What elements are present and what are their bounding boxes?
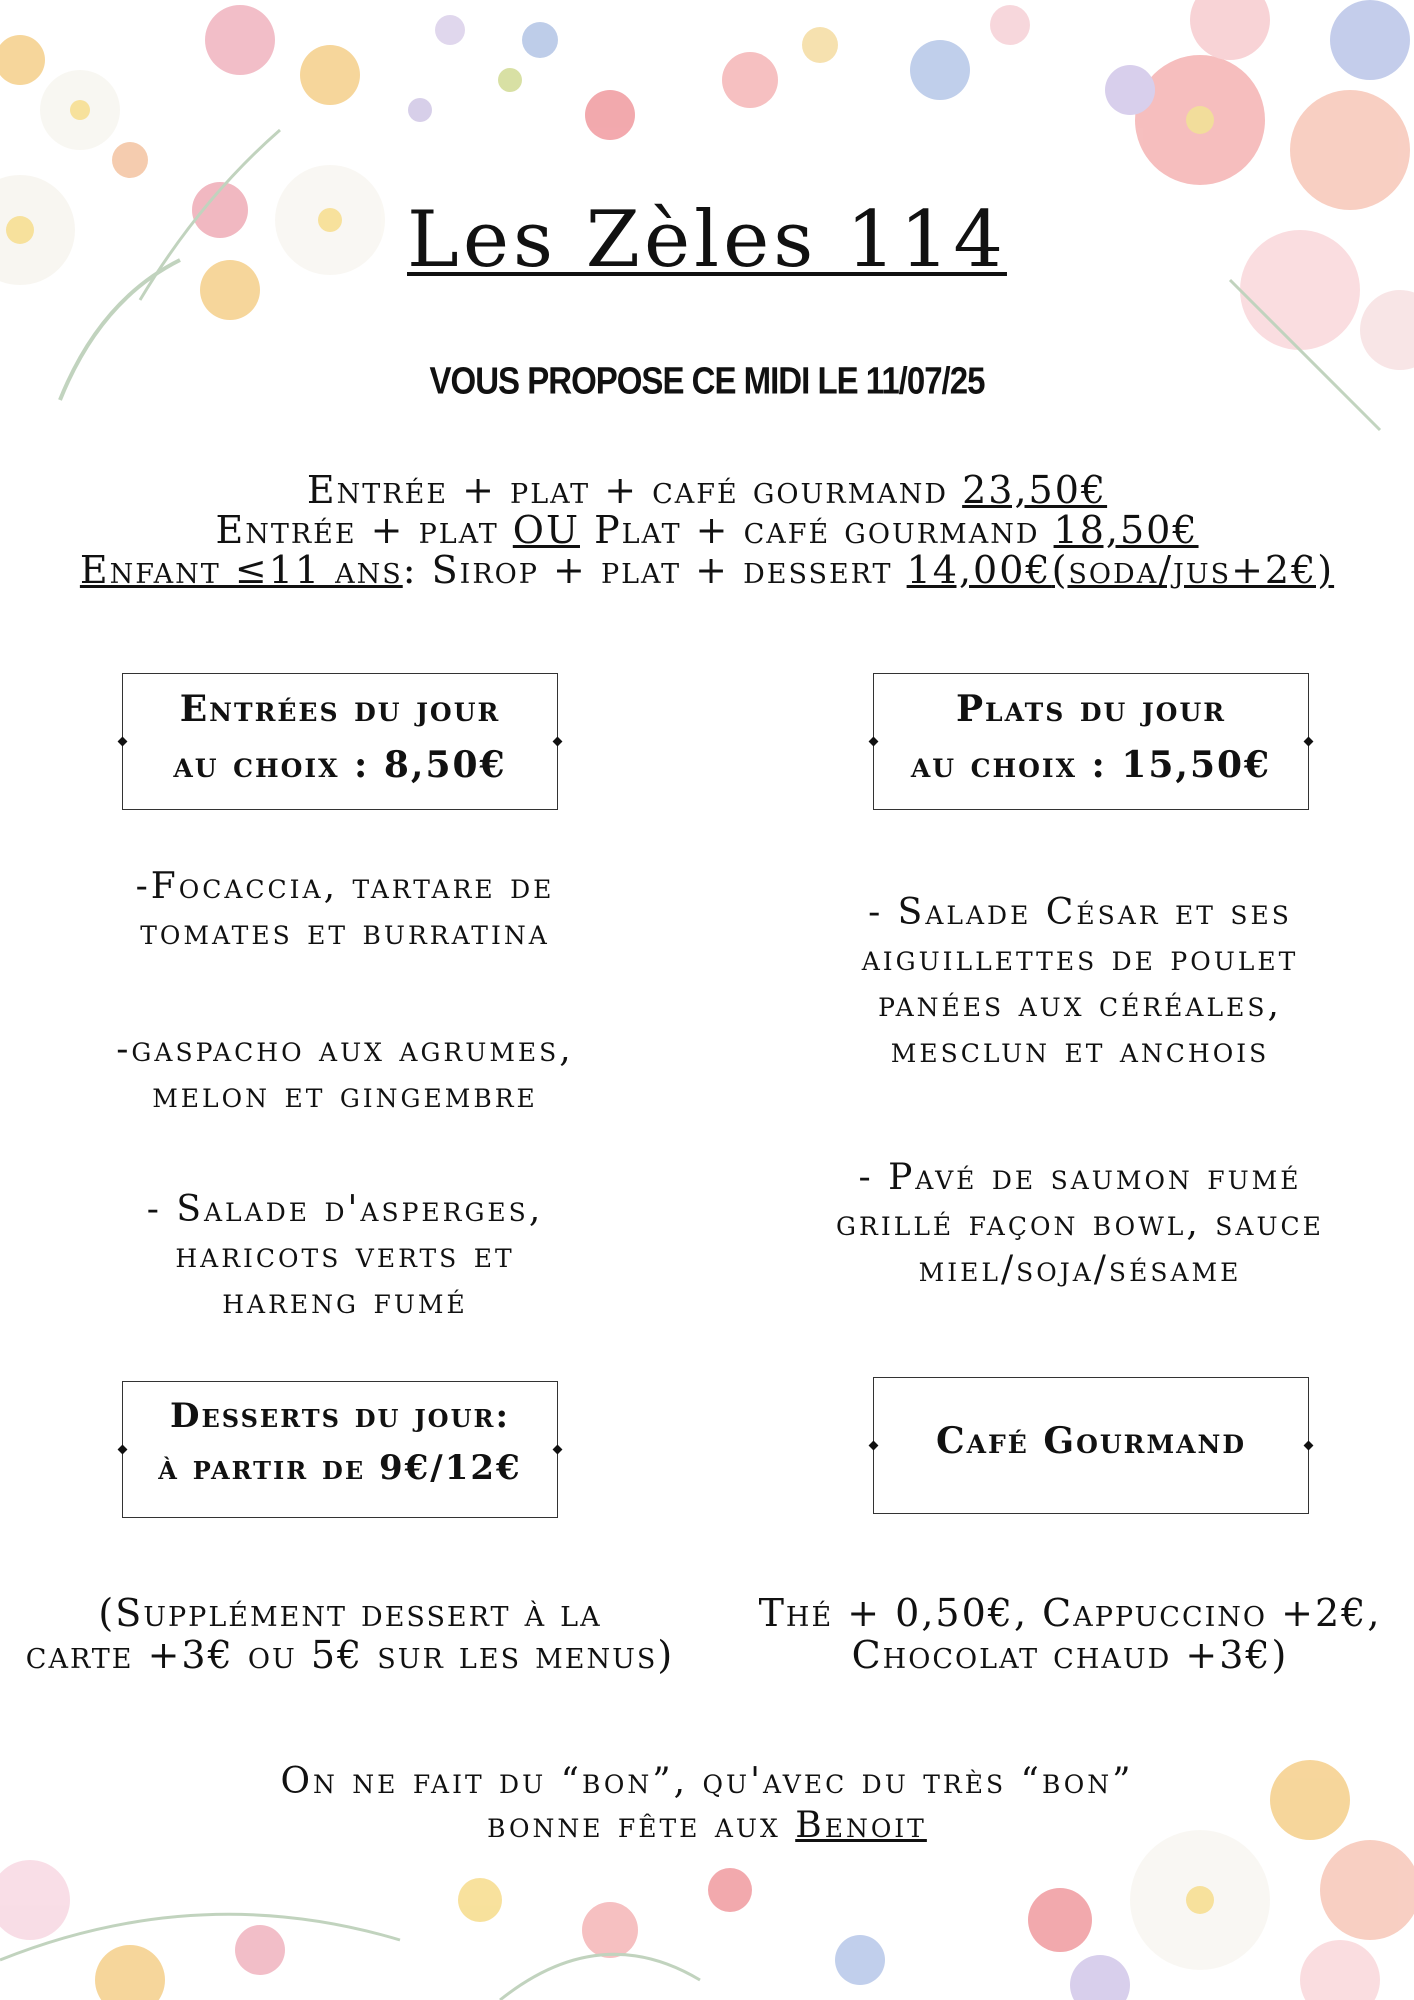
formula-3	[60, 550, 1354, 590]
plats-title: Plats du jour	[955, 688, 1227, 730]
formulas	[60, 470, 1354, 590]
cafe-gourmand-box	[873, 1377, 1309, 1514]
desserts-price: à partir de 9€/12€	[158, 1448, 522, 1488]
formula-1	[60, 470, 1354, 510]
plats-header-box	[873, 673, 1309, 810]
cafe-gourmand-title: Café Gourmand	[935, 1420, 1247, 1462]
formula-price: 23,50€	[962, 468, 1108, 512]
menu-date-subtitle: VOUS PROPOSE CE MIDI LE 11/07/25	[429, 359, 985, 402]
entree-item: -Focaccia, tartare de tomates et burratina	[135, 866, 555, 953]
entrees-price: au choix : 8,50€	[173, 744, 507, 786]
formula-2	[60, 510, 1354, 550]
formula-text: Entrée + plat	[215, 508, 513, 552]
formula-extra: (soda/jus+2€)	[1051, 548, 1335, 592]
plat-item: - Pavé de saumon fumé grillé façon bowl, sauce miel/soja/sésame	[836, 1157, 1324, 1290]
desserts-header-box	[122, 1381, 558, 1518]
plat-item: - Salade César et ses aiguillettes de poulet panées aux céréales, mesclun et anchois	[861, 892, 1299, 1071]
cafe-note: Thé + 0,50€, Cappuccino +2€, Chocolat chaud +3€)	[758, 1591, 1382, 1677]
entrees-header-box	[122, 673, 558, 810]
formula-price: 18,50€	[1053, 508, 1199, 552]
footer-celebration: bonne fête aux Benoit	[487, 1805, 927, 1846]
entree-item: -gaspacho aux agrumes, melon et gingembre	[116, 1029, 574, 1116]
desserts-note: (Supplément dessert à la carte +3€ ou 5€ sur les menus)	[25, 1591, 675, 1677]
formula-label: Enfant ≤11 ans	[79, 548, 403, 592]
formula-or: OU	[512, 508, 580, 552]
restaurant-name: Les Zèles 114	[407, 195, 1007, 285]
desserts-title: Desserts du jour:	[169, 1396, 511, 1436]
plats-price: au choix : 15,50€	[910, 744, 1272, 786]
formula-text: Plat + café gourmand	[579, 508, 1054, 552]
formula-price: 14,00€	[906, 548, 1052, 592]
formula-text: : Sirop + plat + dessert	[402, 548, 907, 592]
formula-text: Entrée + plat + café gourmand	[306, 468, 963, 512]
footer-message	[0, 1760, 1414, 1848]
entree-item: - Salade d'asperges, haricots verts et hareng fumé	[146, 1189, 544, 1322]
entrees-title: Entrées du jour	[179, 688, 501, 730]
footer-slogan: On ne fait du “bon”, qu'avec du très “bon”	[280, 1761, 1134, 1802]
